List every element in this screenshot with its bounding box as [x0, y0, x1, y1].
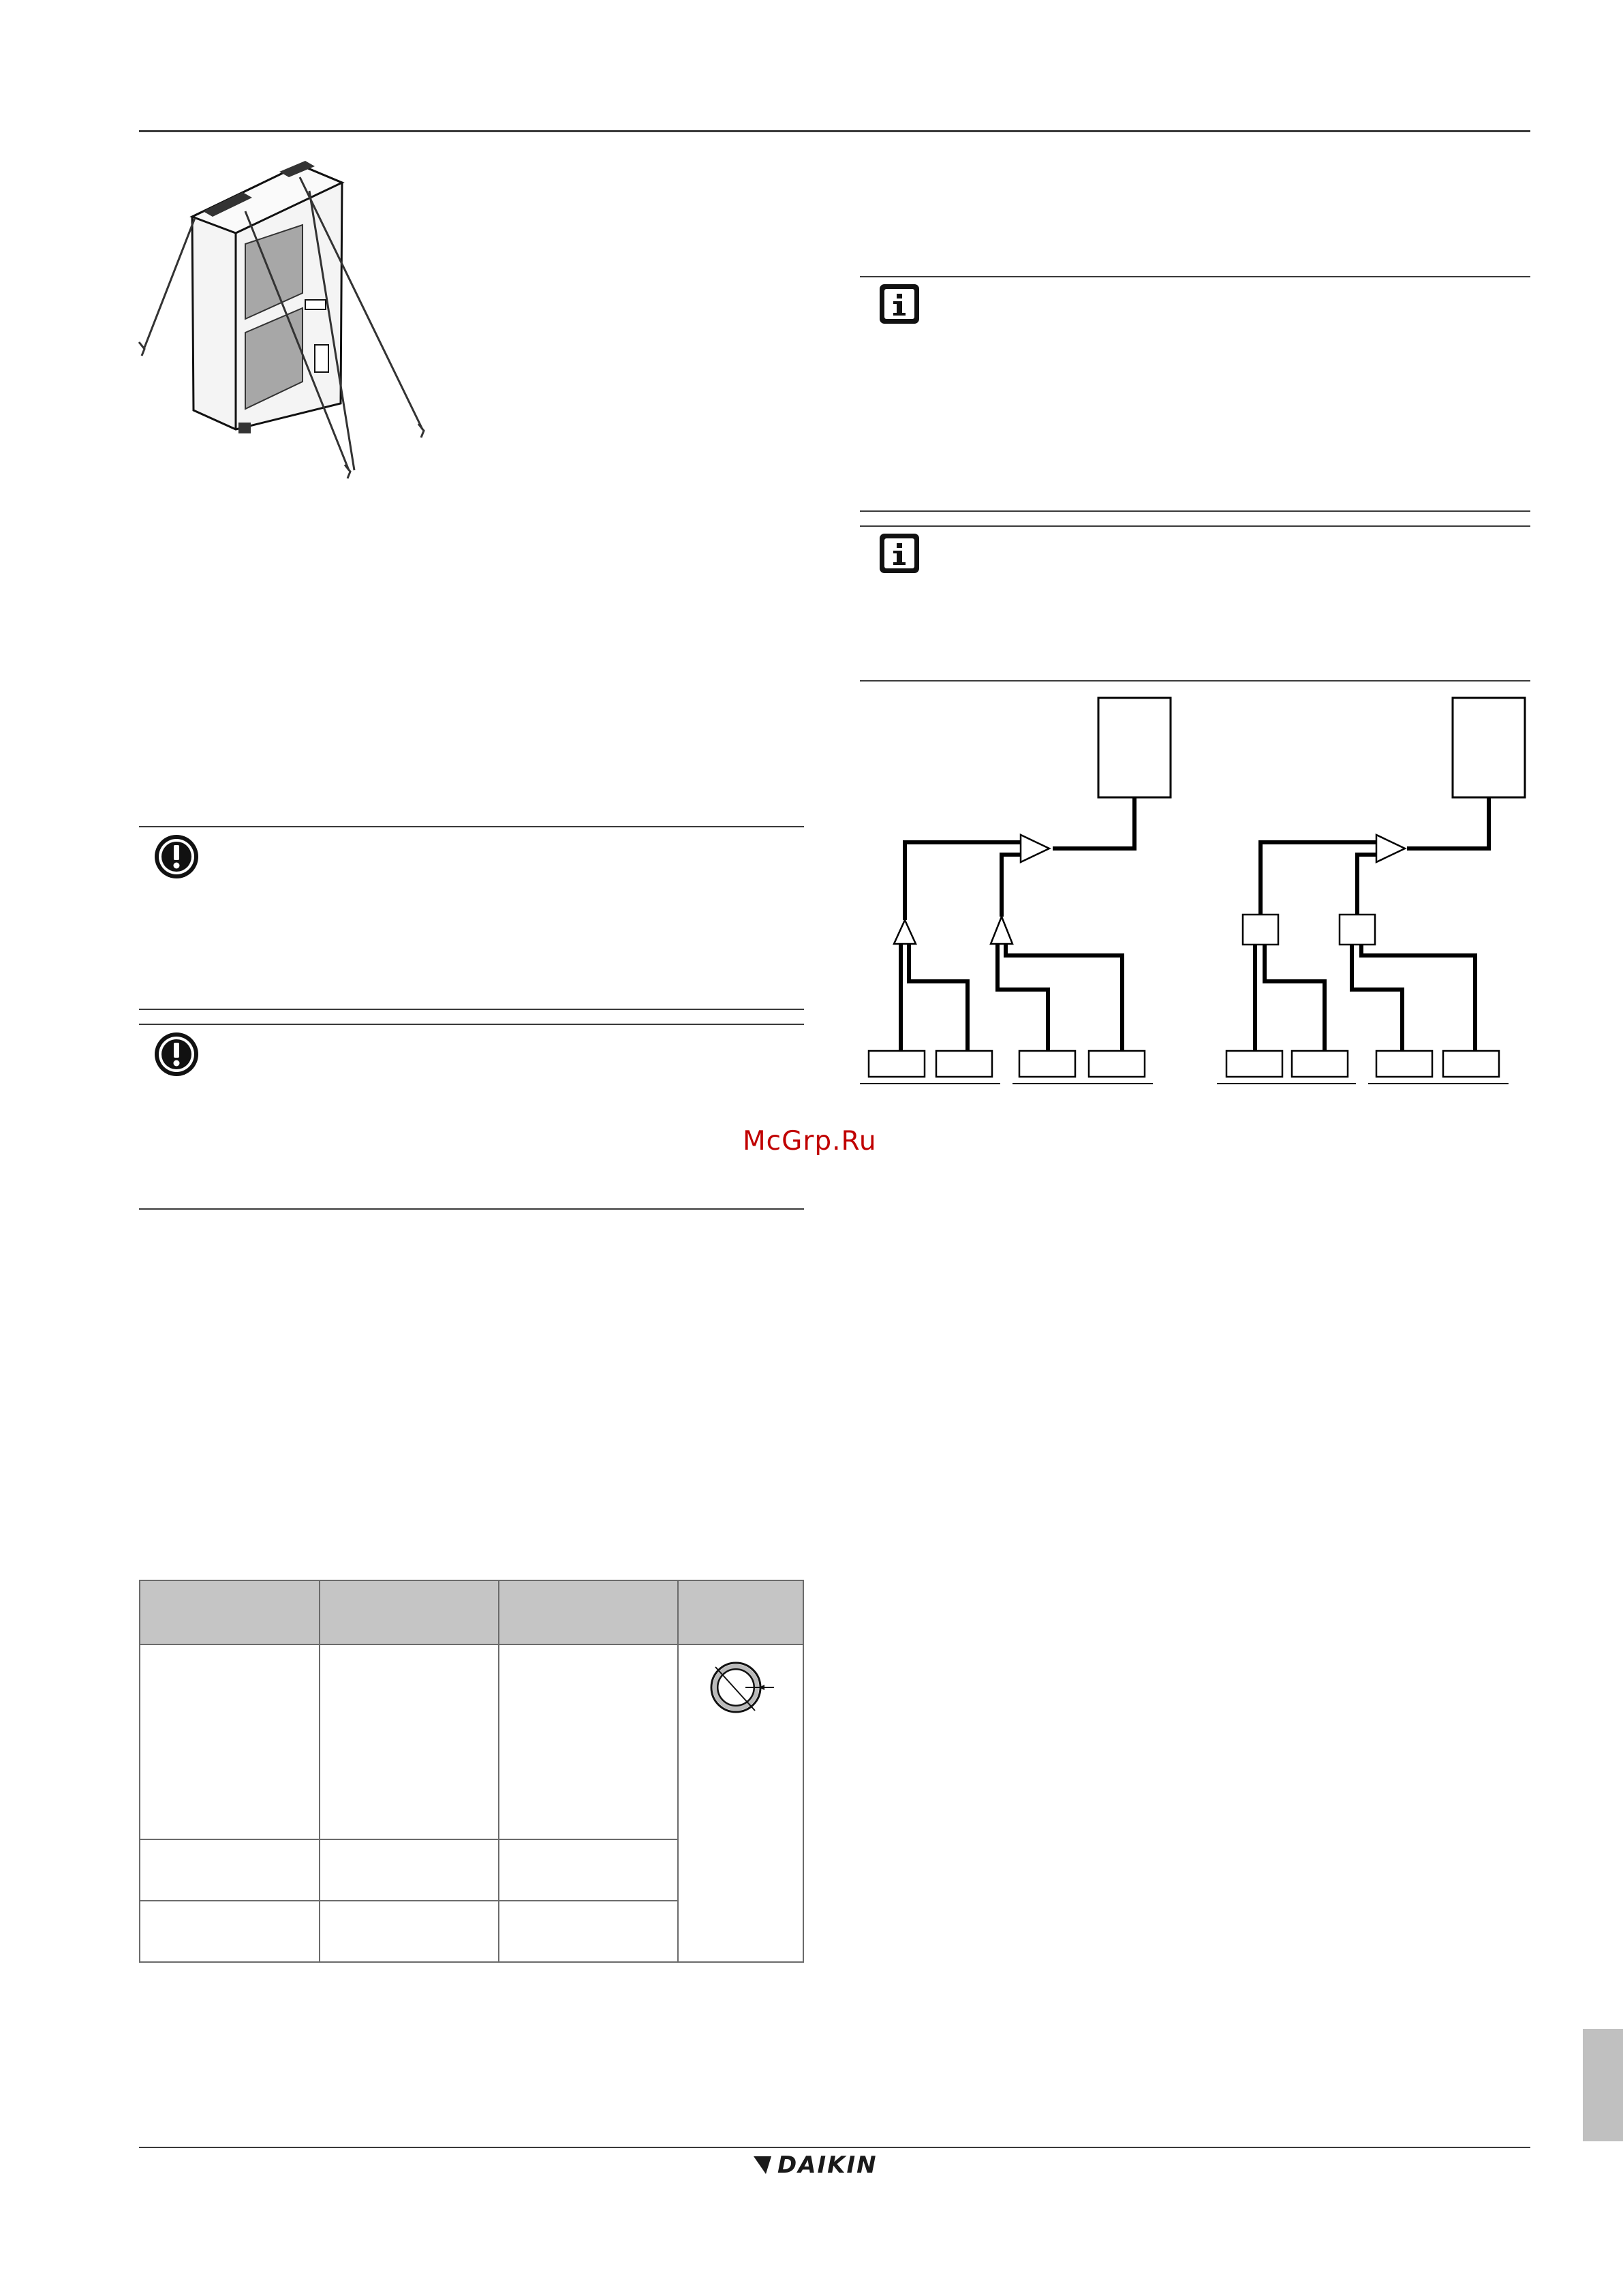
- info-notice-2-top-rule: [860, 525, 1530, 527]
- info-notice-1-bottom-rule: [860, 510, 1530, 512]
- table-header-cell: [678, 1580, 803, 1644]
- table-cell: [499, 1839, 678, 1901]
- indoor-unit-box: [869, 1051, 925, 1077]
- table-header-cell: [140, 1580, 320, 1644]
- indoor-unit-box: [1019, 1051, 1075, 1077]
- refnet-header: [1340, 915, 1375, 945]
- table-header-row: [140, 1580, 803, 1644]
- refnet-joint: [1376, 835, 1405, 862]
- table-cell: [140, 1901, 320, 1962]
- info-icon: [878, 532, 921, 575]
- daikin-logo: DAIKIN: [777, 2152, 878, 2179]
- footer-rule: [139, 2147, 1530, 2148]
- table-cell: [320, 1644, 498, 1839]
- indoor-unit-box: [1292, 1051, 1348, 1077]
- warning-notice-2-top-rule: [139, 1024, 804, 1025]
- exclamation-icon: [153, 1030, 200, 1078]
- exclamation-icon: [153, 833, 200, 881]
- info-notice-2-bottom-rule: [860, 680, 1530, 682]
- header-rule: [139, 130, 1530, 132]
- table-header-cell: [320, 1580, 498, 1644]
- outdoor-unit-box: [1453, 698, 1525, 797]
- warning-notice-1-bottom-rule: [139, 1009, 804, 1010]
- indoor-unit-box: [1226, 1051, 1282, 1077]
- daikin-logo-mark: [751, 2155, 774, 2175]
- info-notice-1-top-rule: [860, 276, 1530, 277]
- indoor-unit-box: [1376, 1051, 1432, 1077]
- watermark: McGrp.Ru: [743, 1126, 877, 1157]
- table-cell: [678, 1644, 803, 1962]
- info-icon: [878, 282, 921, 326]
- refrigerant-branch-diagram: [859, 695, 1533, 1090]
- table-row: [140, 1644, 803, 1839]
- section-tab: [1583, 2029, 1623, 2141]
- pipe-cross-section-icon: [679, 1645, 801, 1727]
- table-cell: [320, 1839, 498, 1901]
- outdoor-unit-anchoring-illustration: [136, 150, 463, 504]
- indoor-unit-box: [936, 1051, 992, 1077]
- indoor-unit-box: [1443, 1051, 1499, 1077]
- table-cell: [499, 1644, 678, 1839]
- table-cell: [140, 1644, 320, 1839]
- table-header-cell: [499, 1580, 678, 1644]
- refnet-joint: [1021, 835, 1049, 862]
- indoor-unit-box: [1089, 1051, 1145, 1077]
- table-cell: [140, 1839, 320, 1901]
- outdoor-unit-box: [1098, 698, 1171, 797]
- warning-notice-2-bottom-rule: [139, 1208, 804, 1210]
- refnet-header: [1243, 915, 1278, 945]
- refnet-joint: [991, 917, 1013, 944]
- refnet-joint: [894, 920, 916, 944]
- warning-notice-1-top-rule: [139, 826, 804, 827]
- table-cell: [320, 1901, 498, 1962]
- table-cell: [499, 1901, 678, 1962]
- pipe-specification-table: [139, 1580, 804, 1963]
